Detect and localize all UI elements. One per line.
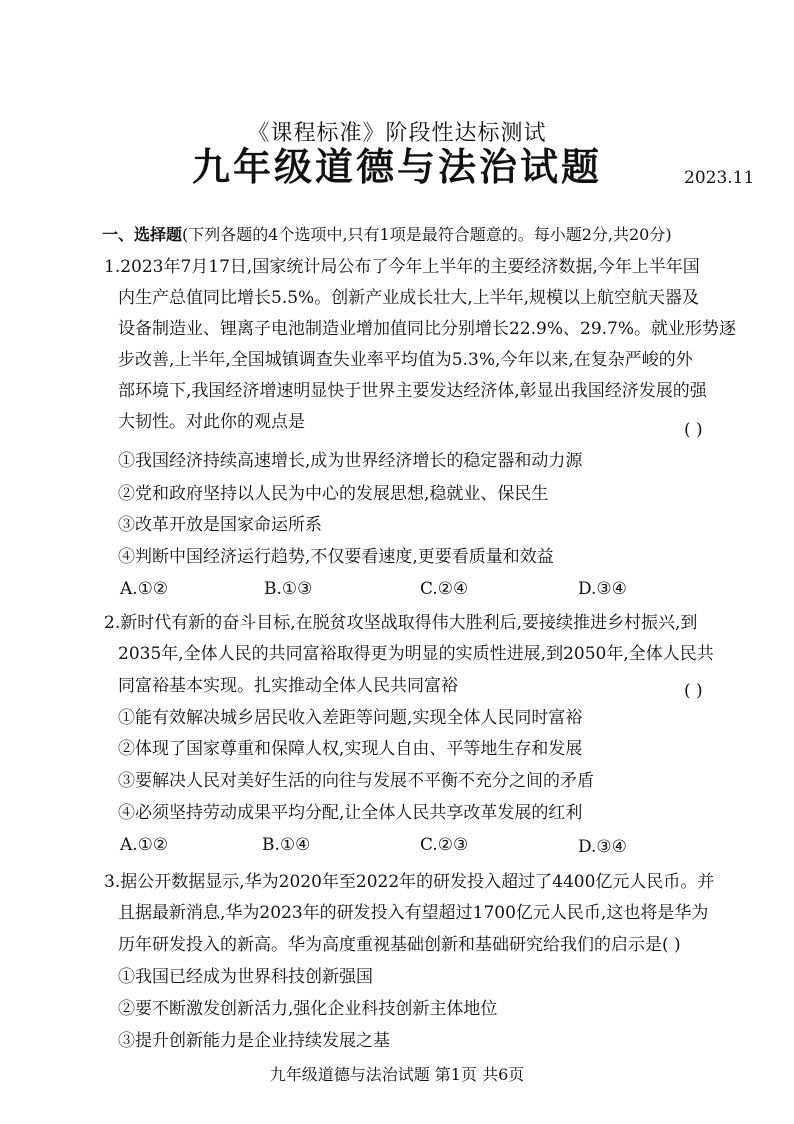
q2-choice-d: D.③④ [578,837,627,857]
q1-stem-line: 部环境下,我国经济增速明显快于世界主要发达经济体,彰显出我国经济发展的强 [118,381,707,401]
page-footer: 九年级道德与法治试题 第1页 共6页 [269,1065,525,1084]
q2-choice-a: A.①② [120,835,169,855]
q1-option-4: ④判断中国经济运行趋势,不仅要看速度,更要看质量和效益 [118,547,554,567]
q2-stem-line: 同富裕基本实现。扎实推动全体人民共同富裕 [118,676,458,696]
exam-subtitle: 《课程标准》阶段性达标测试 [247,121,547,146]
q2-stem-line: 2035年,全体人民的共同富裕取得更为明显的实质性进展,到2050年,全体人民共 [118,644,714,664]
exam-date: 2023.11 [684,168,755,188]
q2-stem-line: 2.新时代有新的奋斗目标,在脱贫攻坚战取得伟大胜利后,要接续推进乡村振兴,到 [104,613,698,633]
q3-stem-line: 且据最新消息,华为2023年的研发投入有望超过1700亿元人民币,这也将是华为 [118,903,709,923]
q1-choice-c: C.②④ [420,579,469,599]
section-heading [102,222,672,248]
q1-option-3: ③改革开放是国家命运所系 [118,515,322,535]
q2-option-2: ②体现了国家尊重和保障人权,实现人自由、平等地生存和发展 [118,739,583,759]
q1-choice-d: D.③④ [578,579,627,599]
q2-answer-paren: ( ) [684,681,703,701]
q1-stem-line: 内生产总值同比增长5.5%。创新产业成长壮大,上半年,规模以上航空航天器及 [118,288,699,308]
q1-stem-line: 设备制造业、锂离子电池制造业增加值同比分别增长22.9%、29.7%。就业形势逐 [118,319,737,339]
q3-option-3: ③提升创新能力是企业持续发展之基 [118,1031,390,1051]
q3-stem-line: 3.据公开数据显示,华为2020年至2022年的研发投入超过了4400亿元人民币。并 [104,872,715,892]
q2-option-3: ③要解决人民对美好生活的向往与发展不平衡不充分之间的矛盾 [118,771,594,791]
q2-option-4: ④必须坚持劳动成果平均分配,让全体人民共享改革发展的红利 [118,803,583,823]
q1-option-2: ②党和政府坚持以人民为中心的发展思想,稳就业、保民生 [118,484,549,504]
q1-stem-line: 大韧性。对此你的观点是 [118,412,305,432]
section-label: 一、选择题 [102,225,183,244]
q3-stem-line: 历年研发投入的新高。华为高度重视基础创新和基础研究给我们的启示是( ) [118,935,681,955]
section-instruction: (下列各题的4个选项中,只有1项是最符合题意的。每小题2分,共20分) [182,225,672,244]
q3-option-1: ①我国已经成为世界科技创新强国 [118,967,373,987]
q1-choice-a: A.①② [120,579,169,599]
q1-choice-b: B.①③ [264,579,313,599]
exam-title: 九年级道德与法治试题 [191,145,602,189]
q2-choice-c: C.②③ [420,835,469,855]
q3-option-2: ②要不断激发创新活力,强化企业科技创新主体地位 [118,999,498,1019]
q1-option-1: ①我国经济持续高速增长,成为世界经济增长的稳定器和动力源 [118,451,583,471]
q1-answer-paren: ( ) [684,420,703,440]
q1-stem-line: 步改善,上半年,全国城镇调查失业率平均值为5.3%,今年以来,在复杂严峻的外 [118,350,693,370]
q2-choice-b: B.①④ [262,835,311,855]
q1-stem-line: 1.2023年7月17日,国家统计局公布了今年上半年的主要经济数据,今年上半年国 [104,257,700,277]
q2-option-1: ①能有效解决城乡居民收入差距等问题,实现全体人民同时富裕 [118,708,583,728]
